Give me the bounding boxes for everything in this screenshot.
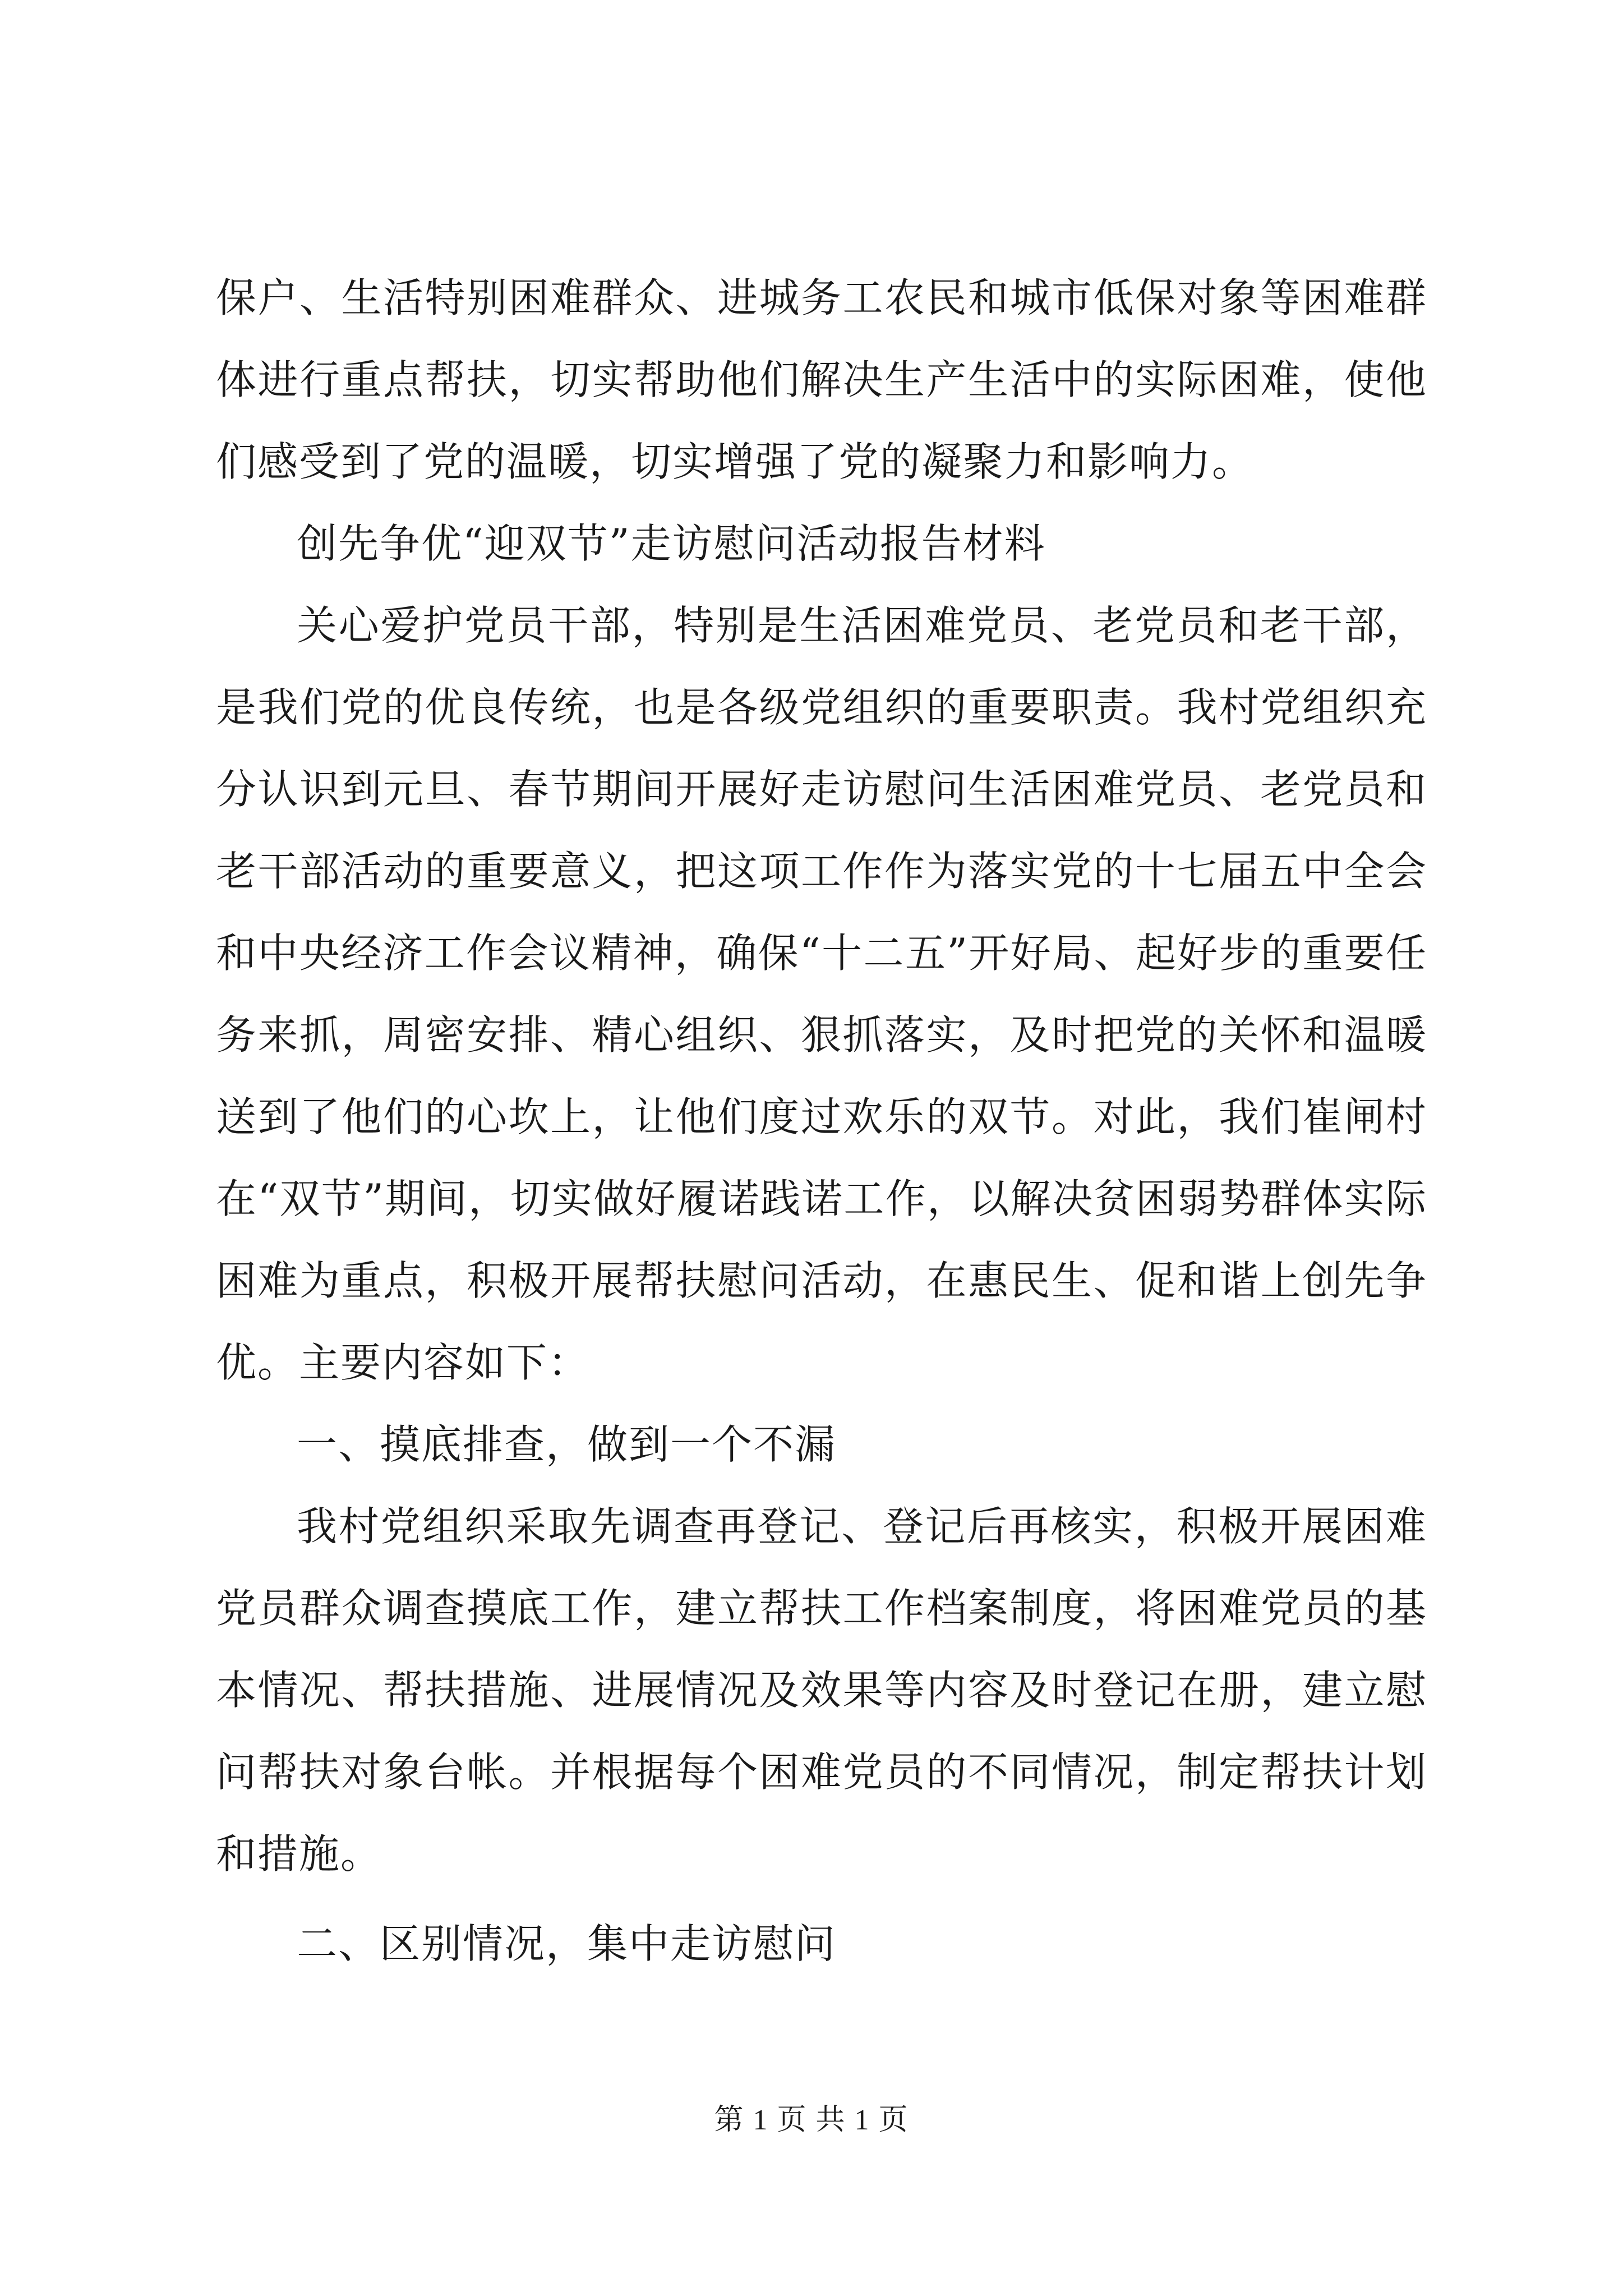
page-footer: 第 1 页 共 1 页 <box>714 2104 909 2136</box>
section-heading-1: 一、摸底排查，做到一个不漏 <box>297 1421 837 1468</box>
paragraph-intro-continuation: 保户、生活特别困难群众、进城务工农民和城市低保对象等困难群体进行重点帮扶，切实帮助他们解决生产生活中的实际困难，使他们感受到了党的温暖，切实增强了党的凝聚力和影响力。 <box>216 274 1427 485</box>
paragraph-body: 关心爱护党员干部，特别是生活困难党员、老党员和老干部，是我们党的优良传统，也是各级党组织的重要职责。我村党组织充分认识到元旦、春节期间开展好走访慰问生活困难党员、老党员和老干部活动的重要意义，把这项工作作为落实党的十七届五中全会和中央经济工作会议精神，确保“十二五”开好局、起好步的重要任务来抓，周密安排、精心组织、狠抓落实，及时把党的关怀和温暖送到了他们的心坎上，让他们度过欢乐的双节。对此，我们崔闸村在“双节”期间，切实做好履诺践诺工作，以解决贫困弱势群体实际困难为重点，积极开展帮扶慰问活动，在惠民生、促和谐上创先争优。主要内容如下： <box>216 602 1427 1386</box>
paragraph-section-1: 我村党组织采取先调查再登记、登记后再核实，积极开展困难党员群众调查摸底工作，建立帮扶工作档案制度，将困难党员的基本情况、帮扶措施、进展情况及效果等内容及时登记在册，建立慰问帮扶对象台帐。并根据每个困难党员的不同情况，制定帮扶计划和措施。 <box>216 1503 1427 1878</box>
document-title: 创先争优“迎双节”走访慰问活动报告材料 <box>297 520 1046 567</box>
section-heading-2: 二、区别情况，集中走访慰问 <box>297 1920 837 1967</box>
document-body <box>216 257 1427 1985</box>
